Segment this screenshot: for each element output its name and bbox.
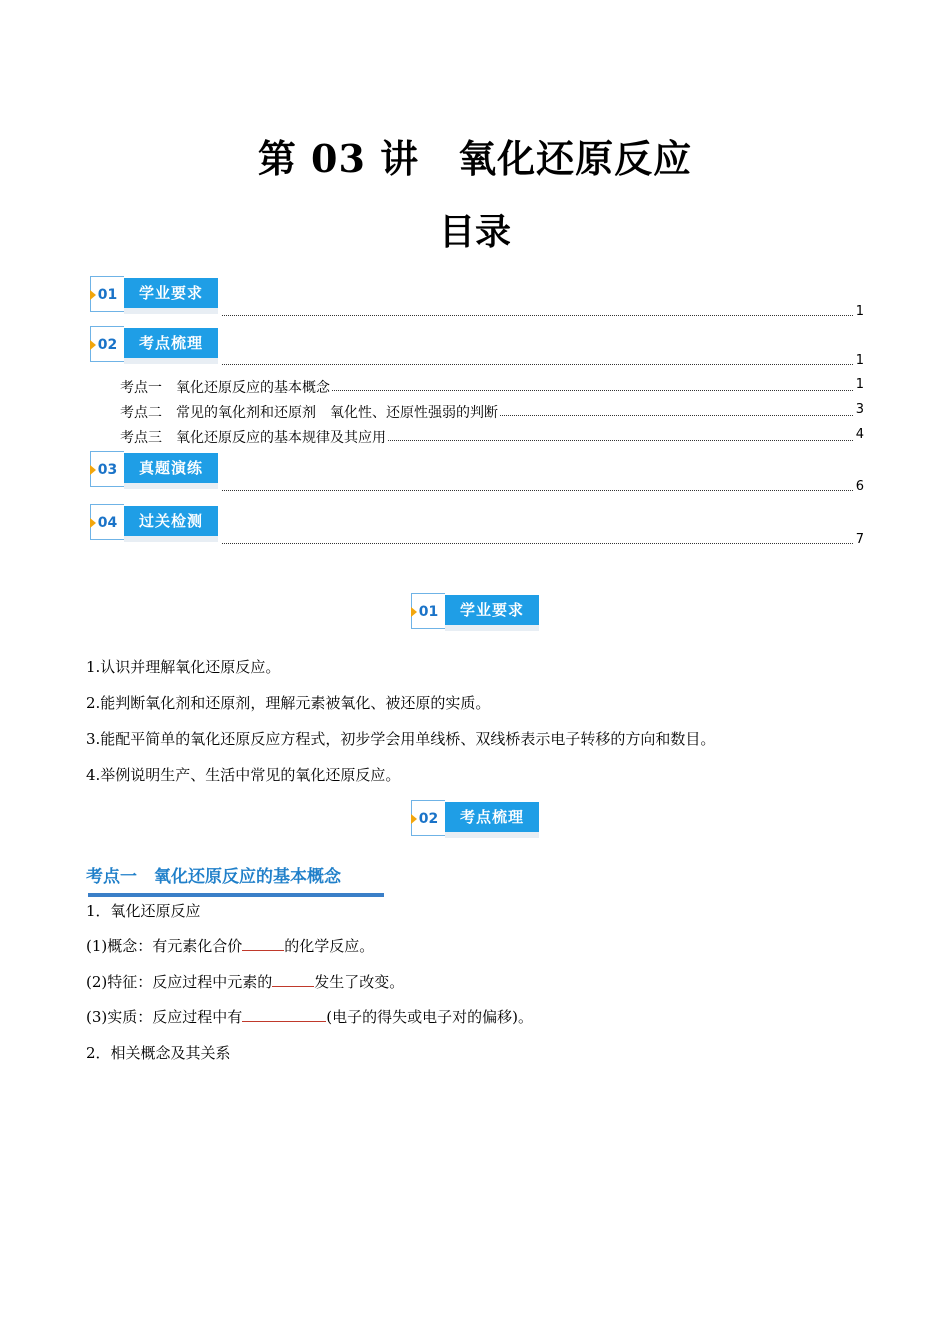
- toc-line-01[interactable]: [222, 304, 864, 320]
- badge-label: 考点梳理: [445, 802, 539, 832]
- leader-dots: [222, 353, 853, 365]
- toc-page-number: 1: [855, 304, 864, 319]
- requirement-item: 3.能配平简单的氧化还原反应方程式，初步学会用单线桥、双线桥表示电子转移的方向和数目。: [86, 730, 716, 748]
- section-badge-01: [411, 593, 541, 631]
- toc-badge-02[interactable]: [90, 326, 220, 364]
- toc-line-04[interactable]: [222, 532, 864, 548]
- leader-dots: [500, 402, 853, 416]
- requirement-item: 4.举例说明生产、生活中常见的氧化还原反应。: [86, 766, 401, 784]
- toc-entry-text: 考点三 氧化还原反应的基本规律及其应用: [120, 430, 386, 446]
- toc-entry-text: 考点一 氧化还原反应的基本概念: [120, 380, 330, 396]
- toc-entry-kp1[interactable]: [120, 377, 864, 395]
- badge-label: 过关检测: [124, 506, 218, 536]
- toc-badge-01[interactable]: [90, 276, 220, 314]
- toc-badge-03[interactable]: [90, 451, 220, 489]
- badge-number: 01: [90, 276, 124, 312]
- badge-label: 学业要求: [124, 278, 218, 308]
- requirement-item: 2.能判断氧化剂和还原剂，理解元素被氧化、被还原的实质。: [86, 694, 491, 712]
- feature-line: [86, 971, 404, 992]
- page-title: 第 03 讲 氧化还原反应: [257, 136, 693, 181]
- badge-number: 02: [411, 800, 445, 836]
- leader-dots: [222, 479, 853, 491]
- leader-dots: [332, 377, 853, 391]
- fill-blank[interactable]: [242, 936, 284, 951]
- badge-number: 01: [411, 593, 445, 629]
- requirement-item: 1.认识并理解氧化还原反应。: [86, 658, 281, 676]
- concept-line: [86, 935, 374, 956]
- toc-page-number: 7: [855, 532, 864, 547]
- line-text: (3)实质：反应过程中有: [86, 1008, 243, 1026]
- toc-page-number: 1: [855, 377, 864, 392]
- toc-line-02[interactable]: [222, 353, 864, 369]
- toc-page-number: 6: [855, 479, 864, 494]
- toc-page-number: 4: [855, 427, 864, 442]
- line-text: (1)概念：有元素化合价: [86, 937, 243, 955]
- fill-blank[interactable]: [242, 1007, 326, 1022]
- toc-page-number: 1: [855, 353, 864, 368]
- leader-dots: [388, 427, 853, 441]
- key-point-title: 考点一 氧化还原反应的基本概念: [86, 867, 341, 887]
- toc-entry-kp2[interactable]: [120, 402, 864, 420]
- toc-badge-04[interactable]: [90, 504, 220, 542]
- essence-line: [86, 1006, 533, 1027]
- badge-number: 02: [90, 326, 124, 362]
- badge-label: 真题演练: [124, 453, 218, 483]
- line-text: (2)特征：反应过程中元素的: [86, 973, 273, 991]
- badge-number: 04: [90, 504, 124, 540]
- badge-label: 考点梳理: [124, 328, 218, 358]
- leader-dots: [222, 532, 853, 544]
- toc-entry-text: 考点二 常见的氧化剂和还原剂 氧化性、还原性强弱的判断: [120, 405, 498, 421]
- section-badge-02: [411, 800, 541, 838]
- line-text: 的化学反应。: [284, 937, 375, 955]
- badge-label: 学业要求: [445, 595, 539, 625]
- fill-blank[interactable]: [272, 972, 314, 987]
- line-text: (电子的得失或电子对的偏移)。: [326, 1008, 533, 1026]
- toc-entry-kp3[interactable]: [120, 427, 864, 445]
- badge-number: 03: [90, 451, 124, 487]
- line-text: 发生了改变。: [314, 973, 405, 991]
- leader-dots: [222, 304, 853, 316]
- key-point-underline: [88, 893, 384, 897]
- toc-page-number: 3: [855, 402, 864, 417]
- question-heading: 2．相关概念及其关系: [86, 1044, 231, 1062]
- question-heading: 1．氧化还原反应: [86, 902, 201, 920]
- toc-heading: 目录: [438, 211, 511, 253]
- toc-line-03[interactable]: [222, 479, 864, 495]
